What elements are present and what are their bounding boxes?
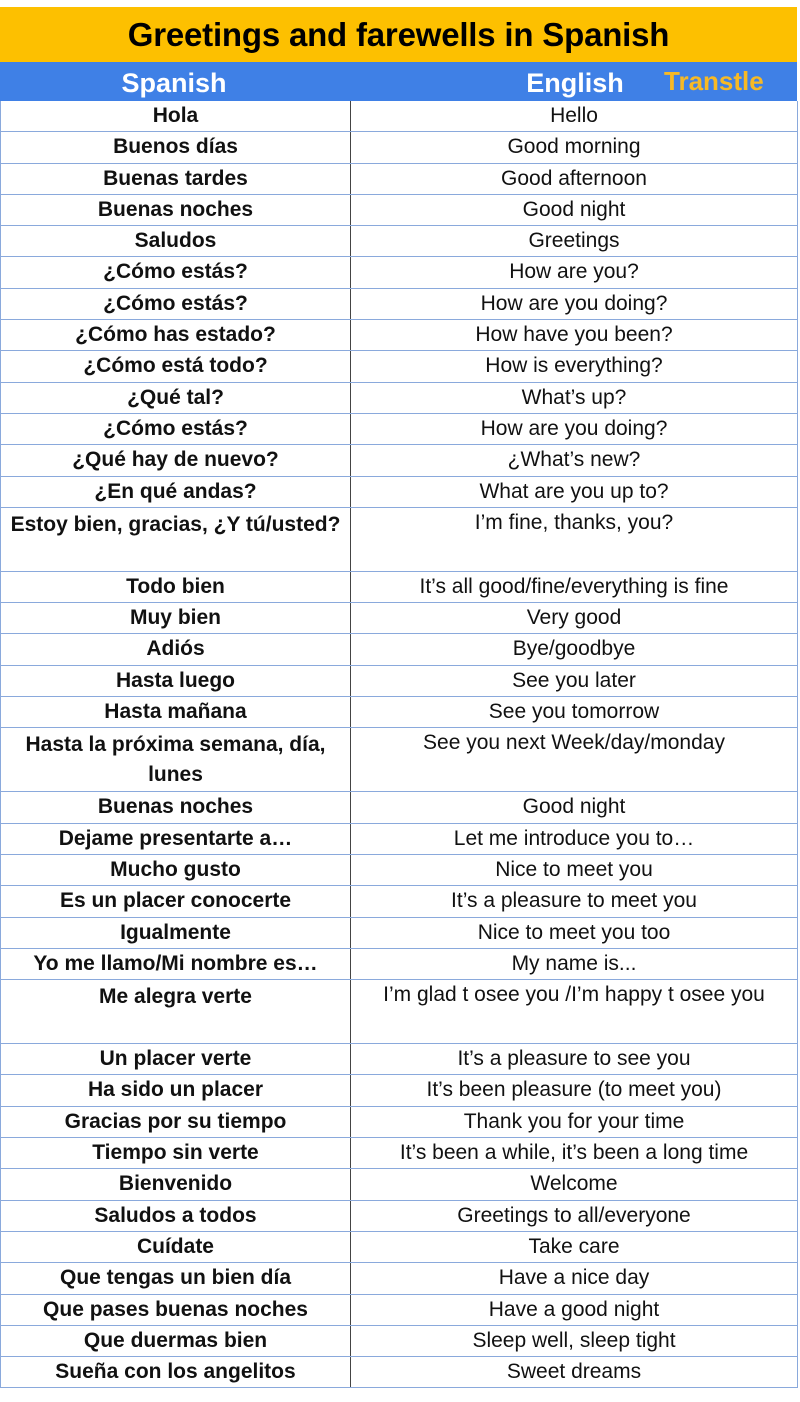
table-row xyxy=(0,1169,798,1200)
table-row xyxy=(0,445,798,476)
english-translation: Have a nice day xyxy=(498,1266,650,1290)
spanish-phrase: Hasta la próxima semana, día, lunes xyxy=(1,728,351,791)
english-translation: Hello xyxy=(550,104,598,127)
table-row xyxy=(0,1201,798,1232)
spanish-phrase: Que pases buenas noches xyxy=(1,1295,351,1325)
english-translation: Good night xyxy=(522,795,626,819)
english-translation: It’s a pleasure to see you xyxy=(457,1047,691,1071)
title-banner xyxy=(0,7,797,62)
spanish-phrase: Que duermas bien xyxy=(1,1326,351,1356)
spanish-phrase: Cuídate xyxy=(1,1232,351,1262)
table-row xyxy=(0,477,798,508)
english-translation: Good morning xyxy=(507,135,641,159)
spanish-phrase: Buenas noches xyxy=(1,792,351,822)
table-row xyxy=(0,634,798,665)
english-translation: Greetings to all/everyone xyxy=(457,1203,691,1227)
english-translation: Sweet dreams xyxy=(506,1360,642,1384)
table-row xyxy=(0,1044,798,1075)
spanish-phrase: ¿Cómo está todo? xyxy=(1,351,351,381)
spanish-phrase: ¿En qué andas? xyxy=(1,477,351,507)
spanish-phrase: Dejame presentarte a… xyxy=(1,824,351,854)
page-title: Greetings and farewells in Spanish xyxy=(127,15,670,53)
spanish-phrase: ¿Cómo estás? xyxy=(1,289,351,319)
spanish-phrase: Yo me llamo/Mi nombre es… xyxy=(1,949,351,979)
table-row xyxy=(0,1107,798,1138)
english-translation: See you tomorrow xyxy=(488,700,660,724)
english-translation: I’m glad t osee you /I’m happy t osee you xyxy=(383,983,765,1007)
spanish-phrase: Muy bien xyxy=(1,603,351,633)
table-row xyxy=(0,728,798,792)
spanish-phrase: Gracias por su tiempo xyxy=(1,1107,351,1137)
spanish-phrase: Buenos días xyxy=(1,132,351,162)
english-translation: How are you? xyxy=(509,260,639,284)
table-row xyxy=(0,257,798,288)
table-row xyxy=(0,949,798,980)
table-row xyxy=(0,603,798,634)
english-translation: It’s a pleasure to meet you xyxy=(451,889,697,913)
table-row xyxy=(0,1326,798,1357)
table-row xyxy=(0,1075,798,1106)
table-row xyxy=(0,1295,798,1326)
english-translation: My name is... xyxy=(511,951,637,975)
english-translation: Greetings xyxy=(528,229,620,253)
table-row xyxy=(0,195,798,226)
spanish-phrase: Buenas noches xyxy=(1,195,351,225)
english-translation: How are you doing? xyxy=(480,291,668,315)
english-translation: ¿What’s new? xyxy=(507,448,641,472)
english-translation: Sleep well, sleep tight xyxy=(472,1328,676,1352)
english-translation: Thank you for your time xyxy=(463,1109,685,1133)
spanish-phrase: Que tengas un bien día xyxy=(1,1263,351,1293)
table-row xyxy=(0,414,798,445)
table-row xyxy=(0,132,798,163)
english-translation: Take care xyxy=(528,1234,620,1258)
spanish-phrase: Todo bien xyxy=(1,572,351,602)
table-row xyxy=(0,792,798,823)
spanish-phrase: Un placer verte xyxy=(1,1044,351,1074)
table-row xyxy=(0,666,798,697)
spanish-phrase: Estoy bien, gracias, ¿Y tú/usted? xyxy=(1,508,351,571)
spanish-phrase: Es un placer conocerte xyxy=(1,886,351,916)
spanish-phrase: ¿Cómo has estado? xyxy=(1,320,351,350)
english-translation: It’s been pleasure (to meet you) xyxy=(426,1078,722,1102)
english-translation: Bye/goodbye xyxy=(512,637,636,661)
table-row xyxy=(0,980,798,1044)
english-translation: How are you doing? xyxy=(480,416,668,440)
english-translation: How is everything? xyxy=(485,354,663,378)
brand-logo-text: Transtle xyxy=(664,66,764,96)
spanish-phrase: Ha sido un placer xyxy=(1,1075,351,1105)
english-translation: It’s been a while, it’s been a long time xyxy=(399,1141,749,1165)
english-translation: See you next Week/day/monday xyxy=(423,731,725,755)
english-translation: Nice to meet you xyxy=(495,857,653,881)
table-row xyxy=(0,508,798,572)
table-row xyxy=(0,1263,798,1294)
spanish-phrase: Me alegra verte xyxy=(1,980,351,1043)
spanish-phrase: Hola xyxy=(1,101,351,131)
column-header-spanish: Spanish xyxy=(121,68,227,98)
english-translation: What’s up? xyxy=(521,385,627,409)
table-row xyxy=(0,101,798,132)
spanish-phrase: Saludos a todos xyxy=(1,1201,351,1231)
spanish-phrase: ¿Cómo estás? xyxy=(1,257,351,287)
table-row xyxy=(0,1138,798,1169)
spanish-phrase: ¿Qué hay de nuevo? xyxy=(1,445,351,475)
english-translation: Nice to meet you too xyxy=(477,920,671,944)
english-translation: I’m fine, thanks, you? xyxy=(474,510,674,534)
spanish-phrase: Saludos xyxy=(1,226,351,256)
table-row xyxy=(0,697,798,728)
table-row xyxy=(0,918,798,949)
english-translation: Welcome xyxy=(530,1172,618,1196)
spanish-phrase: Adiós xyxy=(1,634,351,664)
table-header xyxy=(0,62,797,101)
table-row xyxy=(0,824,798,855)
english-translation: See you later xyxy=(512,668,636,692)
spanish-phrase: Tiempo sin verte xyxy=(1,1138,351,1168)
english-translation: What are you up to? xyxy=(479,479,669,503)
english-translation: How have you been? xyxy=(475,323,673,347)
table-row xyxy=(0,164,798,195)
table-row xyxy=(0,320,798,351)
spanish-phrase: Mucho gusto xyxy=(1,855,351,885)
english-translation: Have a good night xyxy=(488,1297,660,1321)
column-header-english: English xyxy=(526,68,624,98)
spanish-phrase: Buenas tardes xyxy=(1,164,351,194)
vocabulary-table xyxy=(0,101,798,1388)
english-translation: Let me introduce you to… xyxy=(453,826,695,850)
english-translation: It’s all good/fine/everything is fine xyxy=(419,574,729,598)
table-row xyxy=(0,289,798,320)
english-translation: Good night xyxy=(522,197,626,221)
english-translation: Good afternoon xyxy=(501,166,647,190)
spanish-phrase: Hasta mañana xyxy=(1,697,351,727)
table-row xyxy=(0,1357,798,1388)
spanish-phrase: Igualmente xyxy=(1,918,351,948)
spanish-phrase: Bienvenido xyxy=(1,1169,351,1199)
spanish-phrase: ¿Cómo estás? xyxy=(1,414,351,444)
table-row xyxy=(0,855,798,886)
table-row xyxy=(0,1232,798,1263)
spanish-phrase: Sueña con los angelitos xyxy=(1,1357,351,1387)
table-row xyxy=(0,383,798,414)
table-row xyxy=(0,886,798,917)
spanish-phrase: ¿Qué tal? xyxy=(1,383,351,413)
english-translation: Very good xyxy=(526,606,622,630)
table-row xyxy=(0,351,798,382)
spanish-phrase: Hasta luego xyxy=(1,666,351,696)
table-row xyxy=(0,572,798,603)
table-row xyxy=(0,226,798,257)
